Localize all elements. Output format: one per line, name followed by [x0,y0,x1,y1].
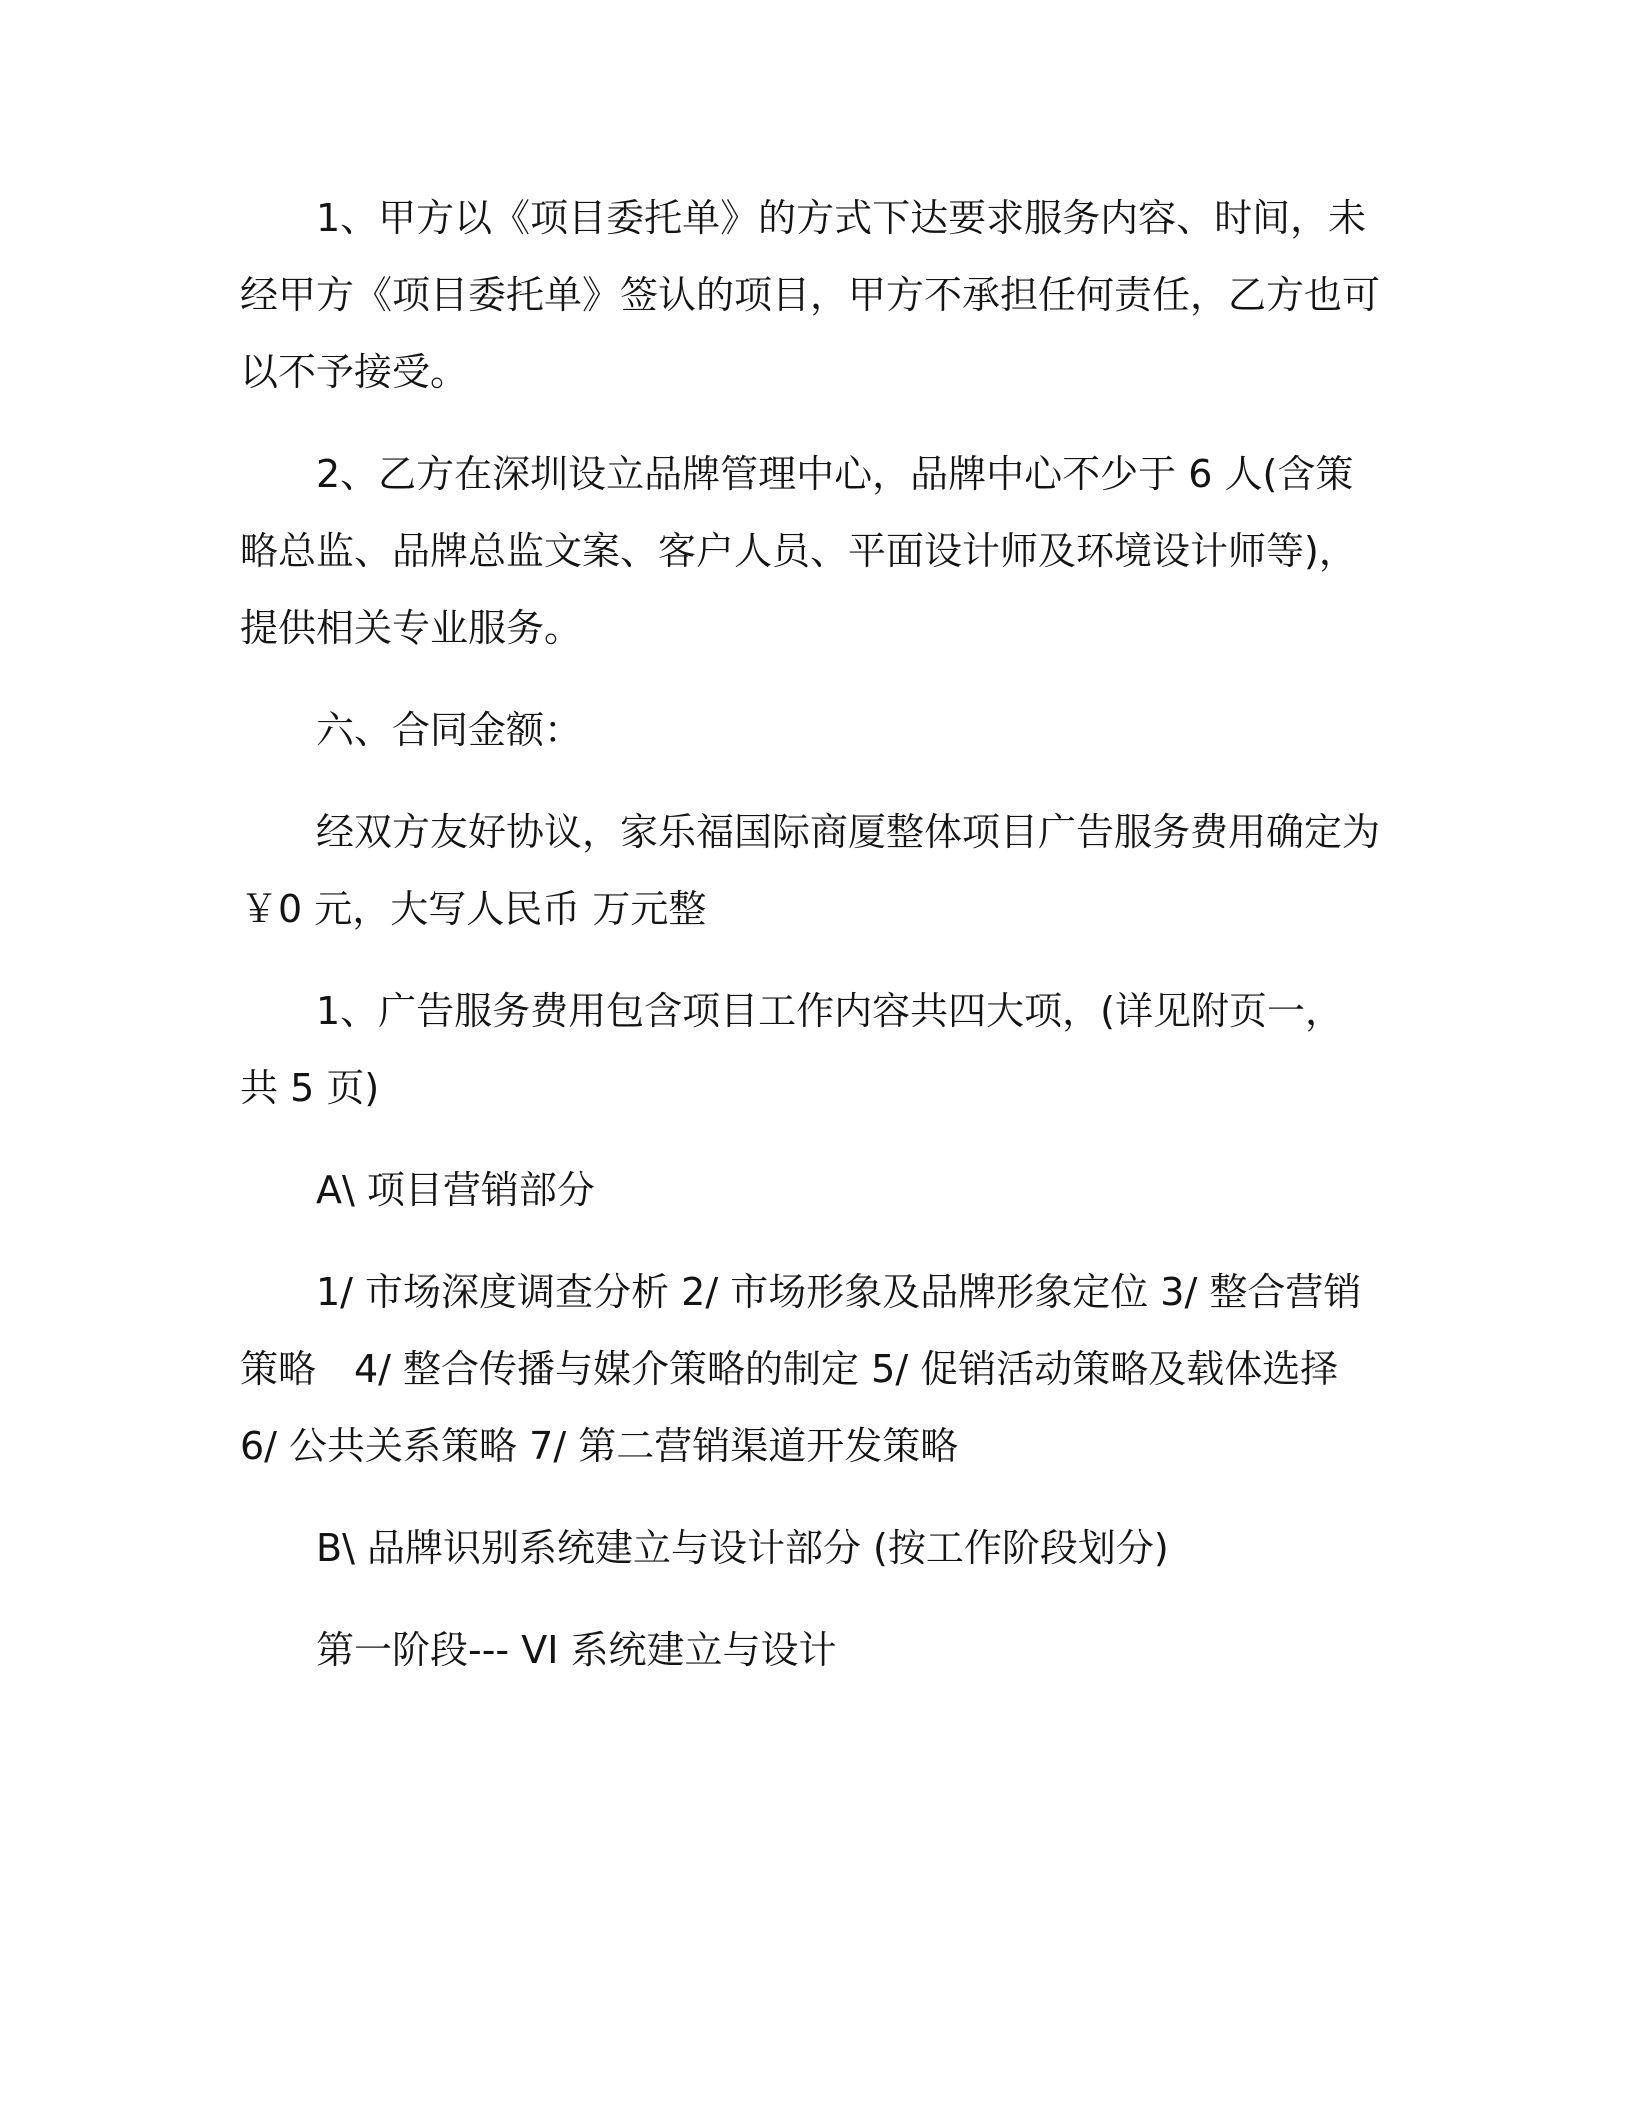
clause-1-entrustment: 1、甲方以《项目委托单》的方式下达要求服务内容、时间，未经甲方《项目委托单》签认的项目，甲方不承担任何责任，乙方也可以不予接受。 [240,196,1381,394]
contract-amount-text: 经双方友好协议，家乐福国际商厦整体项目广告服务费用确定为￥0 元，大写人民币 万元整 [240,810,1381,931]
phase-one-heading: 第一阶段--- VI 系统建立与设计 [316,1628,837,1672]
clause-fee-scope: 1、广告服务费用包含项目工作内容共四大项，(详见附页一，共 5 页) [240,989,1344,1110]
subsection-a-items: 1/ 市场深度调查分析 2/ 市场形象及品牌形象定位 3/ 整合营销策略 4/ 整合传播与媒介策略的制定 5/ 促销活动策略及载体选择 6/ 公共关系策略 7/ 第二营销渠道开发策略 [240,1270,1362,1468]
subsection-a-heading: A\ 项目营销部分 [316,1168,595,1212]
clause-2-brand-center: 2、乙方在深圳设立品牌管理中心，品牌中心不少于 6 人(含策略总监、品牌总监文案、客户人员、平面设计师及环境设计师等)，提供相关专业服务。 [240,452,1357,650]
document-body [240,180,1380,1714]
section-heading-contract-amount: 六、合同金额： [316,708,583,752]
subsection-b-heading: B\ 品牌识别系统建立与设计部分 (按工作阶段划分) [316,1526,1169,1570]
